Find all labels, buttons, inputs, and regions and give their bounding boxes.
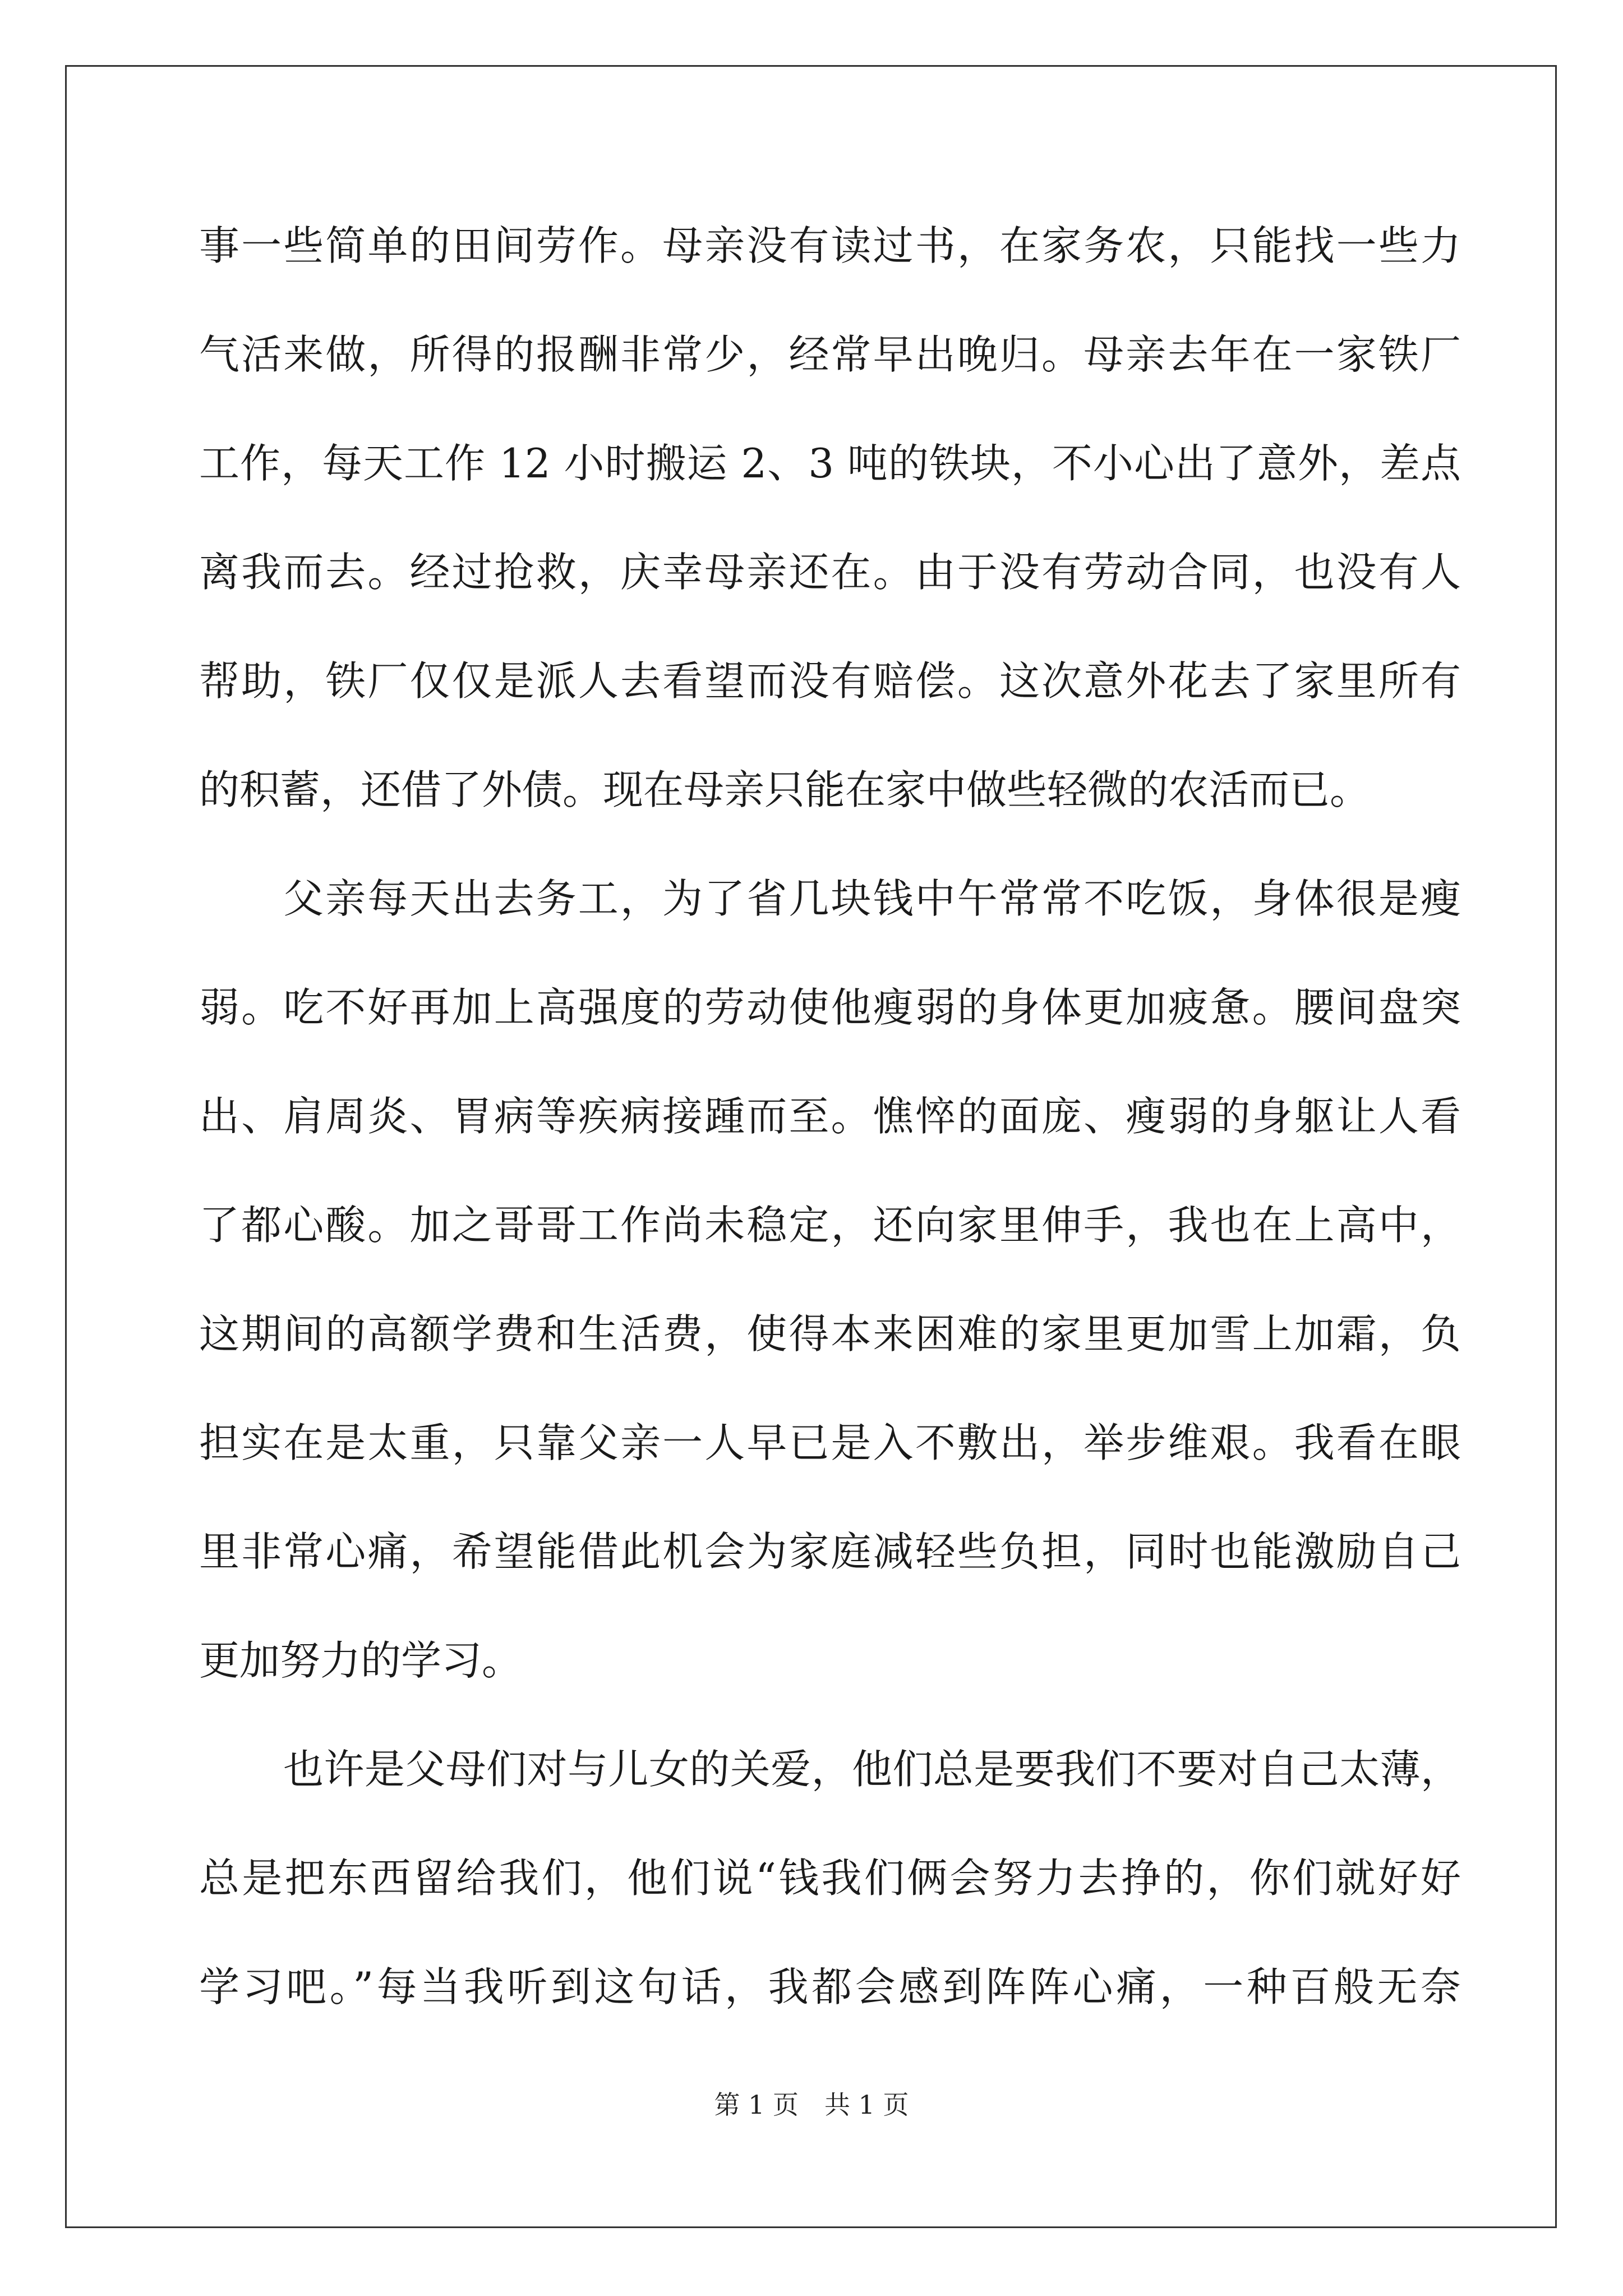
text-line: 出、肩周炎、胃病等疾病接踵而至。憔悴的面庞、瘦弱的身躯让人看 (199, 1093, 1461, 1140)
paragraph-first-line: 也许是父母们对与儿女的关爱，他们总是要我们不要对自己太薄， (283, 1746, 1461, 1793)
text-line: 总是把东西留给我们，他们说“钱我们俩会努力去挣的，你们就好好 (199, 1855, 1461, 1902)
text-line: 里非常心痛，希望能借此机会为家庭减轻些负担，同时也能激励自己 (199, 1528, 1461, 1575)
text-line: 了都心酸。加之哥哥工作尚未稳定，还向家里伸手，我也在上高中， (199, 1202, 1461, 1249)
text-line: 事一些简单的田间劳作。母亲没有读过书，在家务农，只能找一些力 (199, 222, 1461, 269)
text-line: 离我而去。经过抢救，庆幸母亲还在。由于没有劳动合同，也没有人 (199, 549, 1461, 596)
text-line: 担实在是太重，只靠父亲一人早已是入不敷出，举步维艰。我看在眼 (199, 1419, 1461, 1466)
text-line: 工作，每天工作 12 小时搬运 2、3 吨的铁块，不小心出了意外，差点 (199, 440, 1461, 487)
text-line: 帮助，铁厂仅仅是派人去看望而没有赔偿。这次意外花去了家里所有 (199, 657, 1461, 705)
paragraph-first-line: 父亲每天出去务工，为了省几块钱中午常常不吃饭，身体很是瘦 (283, 875, 1461, 922)
text-line: 弱。吃不好再加上高强度的劳动使他瘦弱的身体更加疲惫。腰间盘突 (199, 984, 1461, 1031)
text-line: 学习吧。”每当我听到这句话，我都会感到阵阵心痛，一种百般无奈 (199, 1963, 1461, 2010)
page-number-footer: 第 1 页 共 1 页 (714, 2090, 909, 2120)
text-line: 气活来做，所得的报酬非常少，经常早出晚归。母亲去年在一家铁厂 (199, 331, 1461, 378)
text-line: 这期间的高额学费和生活费，使得本来困难的家里更加雪上加霜，负 (199, 1310, 1461, 1358)
text-line: 更加努力的学习。 (199, 1637, 523, 1684)
text-line: 的积蓄，还借了外债。现在母亲只能在家中做些轻微的农活而已。 (199, 766, 1371, 813)
